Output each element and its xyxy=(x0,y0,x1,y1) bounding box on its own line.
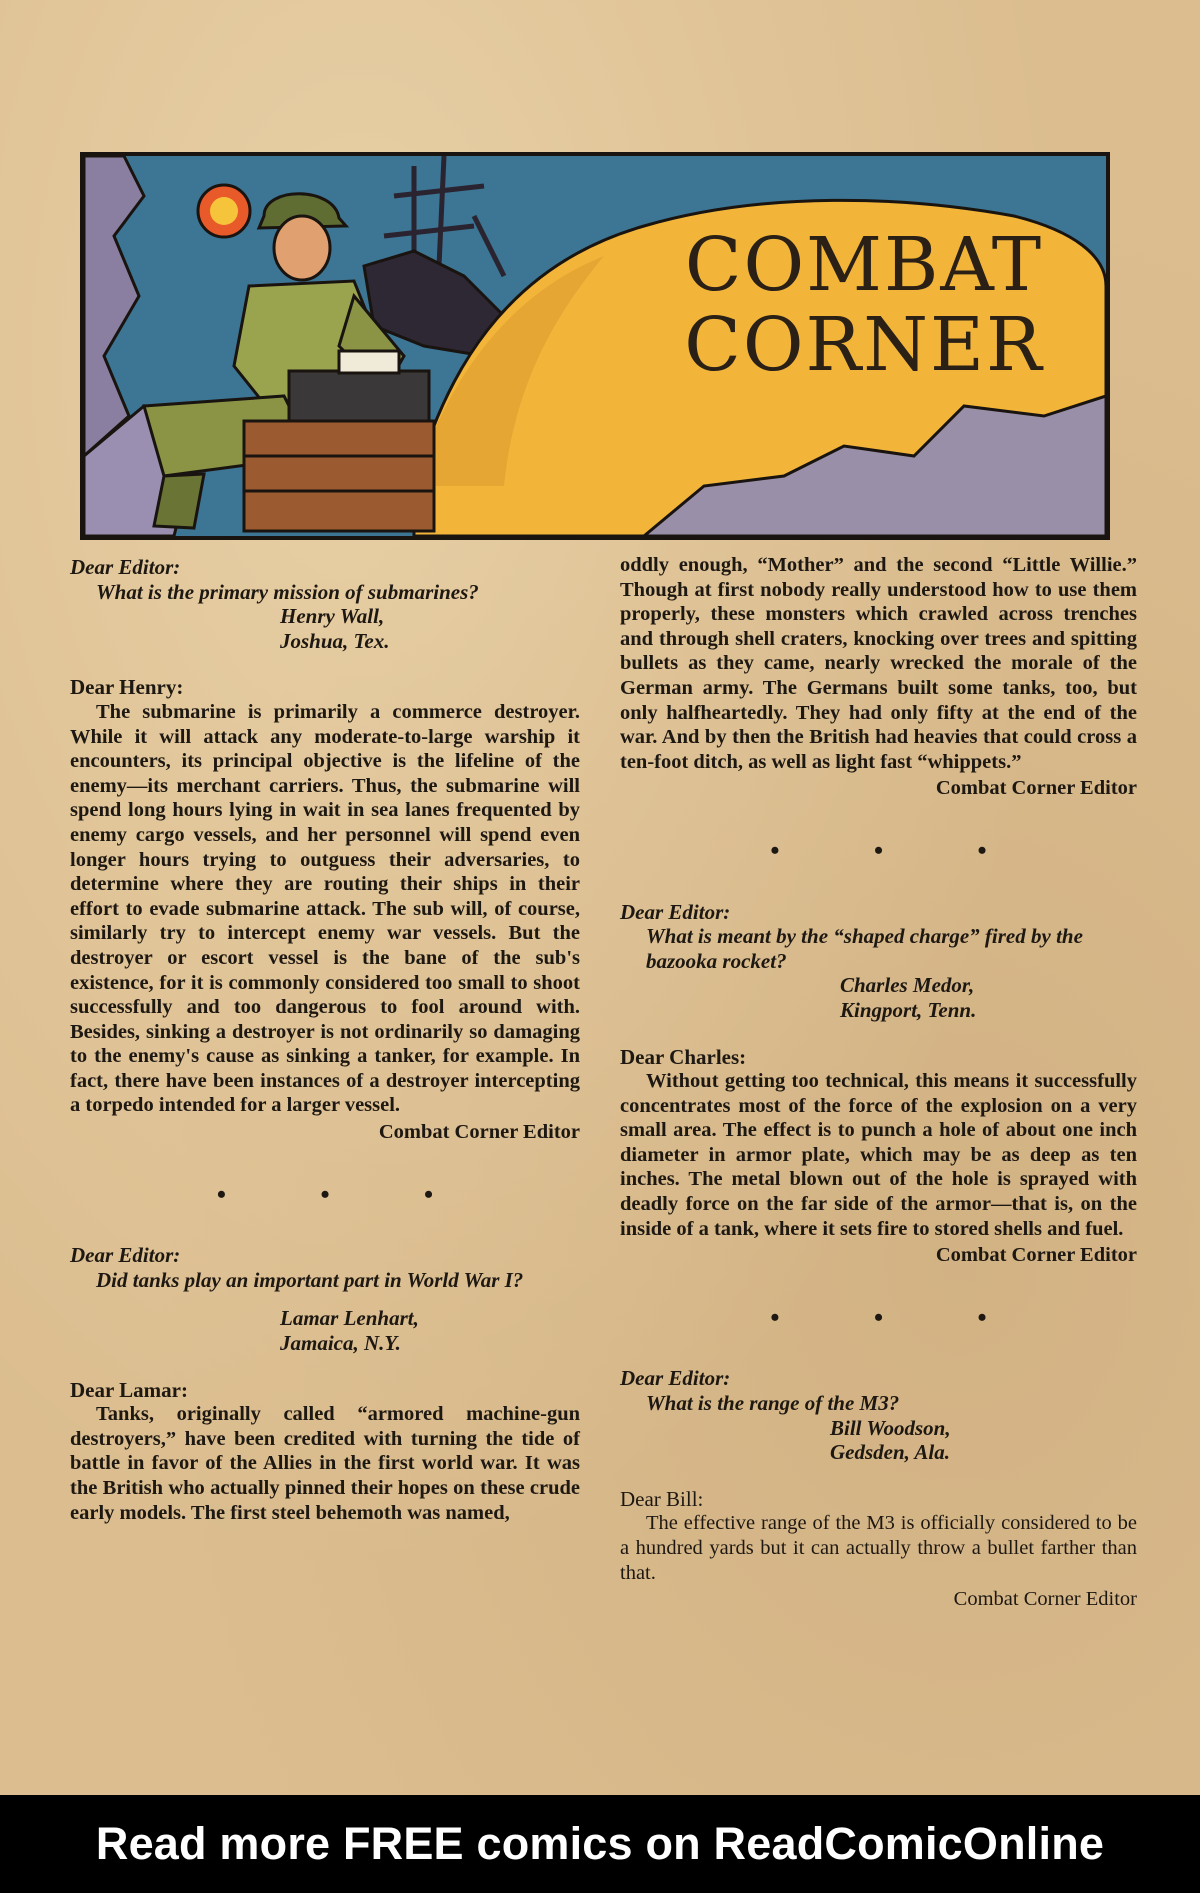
reply-body-continued: oddly enough, “Mother” and the second “Little Willie.” Though at first nobody really understood how to use them properly, these monsters which crawled across trenches and through shell craters, knocking over trees and spitting bullets as they came, nearly wrecked the morale of the German army. The Germans built some tanks, too, but only halfheartedly. They had only fifty at the end of the war. And by then the British had heavies that could cross a ten-foot ditch, as well as light fast “whippets.” xyxy=(620,554,1137,773)
reply-signature: Combat Corner Editor xyxy=(935,777,1137,800)
header-illustration-panel xyxy=(80,152,1110,540)
letter-1 xyxy=(70,555,580,1145)
reply-salutation: Dear Bill: xyxy=(620,1486,704,1511)
reply-salutation: Dear Henry: xyxy=(70,675,184,700)
letter-2 xyxy=(70,1243,580,1525)
letter-author-location: Jamaica, N.Y. xyxy=(280,1331,401,1356)
reply-signature: Combat Corner Editor xyxy=(935,1244,1137,1267)
letter-author-name: Lamar Lenhart, xyxy=(280,1306,419,1331)
letter-question: What is the primary mission of submarines? xyxy=(96,579,479,604)
promo-banner-text[interactable]: Read more FREE comics on ReadComicOnline xyxy=(95,1818,1105,1869)
section-separator: • • • xyxy=(770,835,1031,865)
right-column xyxy=(620,553,1137,1612)
letter-salutation: Dear Editor: xyxy=(620,899,731,924)
section-separator: • • • xyxy=(216,1179,478,1209)
reply-body: Tanks, originally called “armored machine-gun destroyers,” have been credited with turning the tide of battle in favor of the Allies in the first world war. It was the British who actually pinned their hopes on these crude early models. The first steel behemoth was named, xyxy=(70,1403,580,1524)
title-line-combat: COMBAT xyxy=(684,222,1044,308)
letter-question: What is meant by the “shaped charge” fired by the bazooka rocket? xyxy=(646,924,1083,973)
title-line-corner: CORNER xyxy=(684,301,1044,388)
reply-salutation: Dear Charles: xyxy=(620,1044,747,1069)
letter-4 xyxy=(620,1366,1137,1611)
letter-salutation: Dear Editor: xyxy=(620,1366,731,1391)
letter-question: What is the range of the M3? xyxy=(646,1391,900,1416)
letter-author-name: Henry Wall, xyxy=(280,604,385,629)
letter-author-name: Bill Woodson, xyxy=(830,1415,951,1440)
reply-signature: Combat Corner Editor xyxy=(953,1588,1137,1611)
letter-author-location: Joshua, Tex. xyxy=(280,628,390,653)
reply-salutation: Dear Lamar: xyxy=(70,1377,188,1402)
section-separator: • • • xyxy=(770,1302,1031,1332)
reply-body: The submarine is primarily a commerce destroyer. While it will attack any moderate-to-large warship it encounters, its principal objective is the lifeline of the enemy—its merchant carriers. Thus, the submarine will spend long hours lying in wait in sea lanes frequented by enemy cargo vessels, and her personnel will spend even longer hours trying to outguess their adversaries, to determine where they are routing their ships in their effort to evade submarine attack. The sub will, of course, similarly try to intercept enemy war vessels. But the destroyer or escort vessel is the bane of the sub's existence, for it is commonly considered too small to shoot successfully and too dangerous to fool around with. Besides, sinking a destroyer is not ordinarily so damaging to the enemy's cause as sinking a tanker, for example. In fact, there have been instances of a destroyer intercepting a torpedo intended for a larger vessel. xyxy=(70,700,580,1117)
letter-author-location: Gedsden, Ala. xyxy=(830,1440,950,1465)
reply-body: The effective range of the M3 is officially considered to be a hundred yards but it can actually throw a bullet farther than that. xyxy=(620,1512,1137,1584)
letter-salutation: Dear Editor: xyxy=(70,555,181,579)
left-column xyxy=(70,553,580,1525)
page-title xyxy=(644,222,1084,388)
letter-3 xyxy=(620,900,1137,1268)
promo-banner[interactable] xyxy=(0,1795,1200,1893)
reply-body: Without getting too technical, this means it successfully concentrates most of the force of the explosion on a very small area. The effect is to punch a hole of about one inch diameter in armor plate, which may be as deep as ten inches. The metal blown out of the hole is sprayed with deadly force on the far side of the armor—that is, on the inside of a tank, where it sets fire to stored shells and fuel. xyxy=(620,1070,1137,1240)
letter-question: Did tanks play an important part in World War I? xyxy=(96,1267,524,1292)
reply-signature: Combat Corner Editor xyxy=(378,1121,580,1144)
letter-author-location: Kingport, Tenn. xyxy=(840,997,977,1022)
letter-author-name: Charles Medor, xyxy=(840,973,975,998)
letter-salutation: Dear Editor: xyxy=(70,1243,181,1268)
